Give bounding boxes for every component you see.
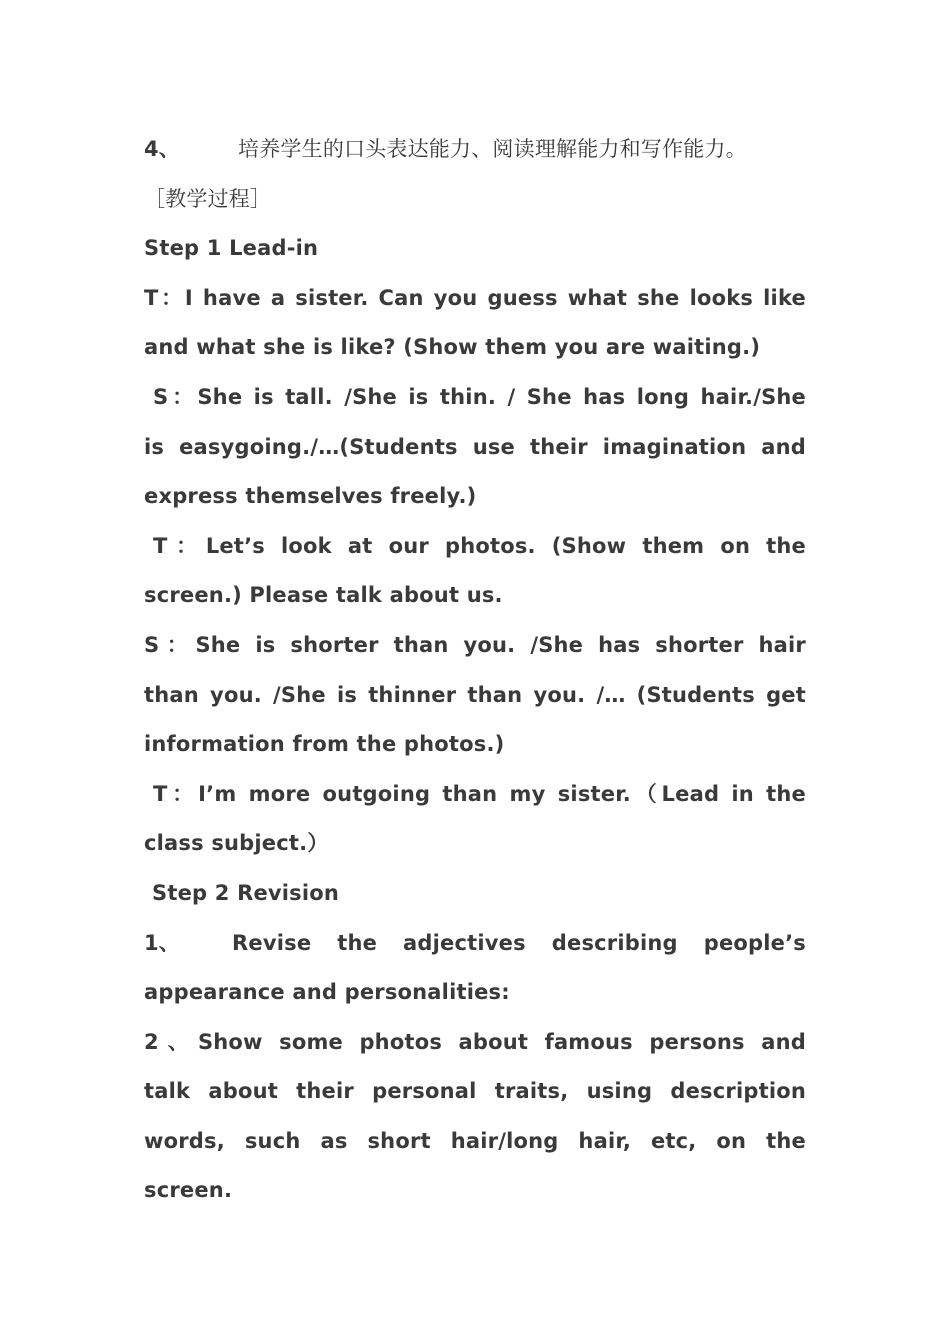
paragraph-line: talk about their personal traits, using description — [144, 1079, 806, 1104]
paragraph-line: express themselves freely.) — [144, 484, 477, 509]
paragraph-line: S：She is shorter than you. /She has shorter hair — [144, 632, 806, 657]
paragraph-line: T：I have a sister. Can you guess what she looks like — [144, 285, 806, 310]
section-heading: ［教学过程］ — [144, 186, 272, 211]
step-1-heading: Step 1 Lead-in — [144, 236, 319, 261]
paragraph-line: and what she is like? (Show them you are waiting.) — [144, 335, 761, 360]
paragraph-line: class subject.） — [144, 831, 329, 856]
paragraph-line: than you. /She is thinner than you. /… (Students get — [144, 682, 806, 707]
objective-4-text: 培养学生的口头表达能力、阅读理解能力和写作能力。 — [238, 137, 747, 161]
list-item-2: 2、Show some photos about famous persons and — [144, 1029, 806, 1054]
objective-4-number: 4、 — [144, 137, 181, 161]
list-item-1-text: Revise the adjectives describing people’s — [232, 930, 806, 955]
paragraph-line: T：I’m more outgoing than my sister.（Lead in the — [153, 781, 806, 806]
paragraph-line: screen. — [144, 1178, 233, 1203]
paragraph-line: screen.) Please talk about us. — [144, 583, 503, 608]
step-2-heading: Step 2 Revision — [152, 880, 340, 905]
document-page — [144, 125, 806, 1216]
paragraph-line: appearance and personalities: — [144, 980, 510, 1005]
paragraph-line: is easygoing./…(Students use their imagination and — [144, 434, 806, 459]
objective-4 — [144, 125, 806, 175]
paragraph-line: T：Let’s look at our photos. (Show them on the — [153, 533, 806, 558]
paragraph-line: words, such as short hair/long hair, etc, on the — [144, 1128, 806, 1153]
paragraph-line: information from the photos.) — [144, 732, 505, 757]
list-item-1 — [144, 919, 806, 969]
paragraph-line: S：She is tall. /She is thin. / She has long hair./She — [153, 384, 806, 409]
list-item-1-number: 1、 — [144, 930, 181, 955]
